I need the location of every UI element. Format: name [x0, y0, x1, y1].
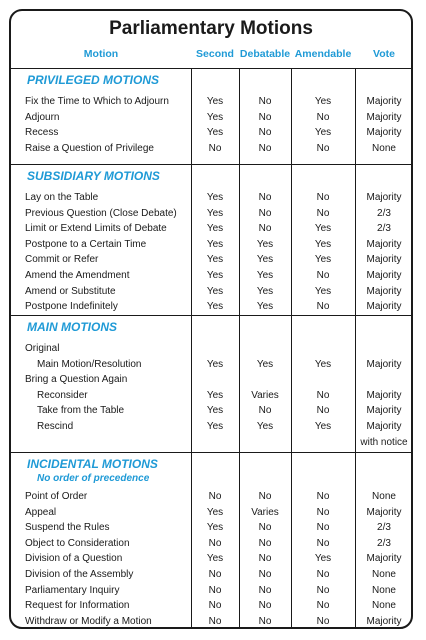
vote-value: Majority — [366, 421, 402, 432]
table-row — [11, 110, 411, 126]
motion-name: Original — [25, 343, 60, 354]
table-row — [11, 505, 411, 521]
section-divider — [11, 452, 411, 453]
motion-name: Main Motion/Resolution — [37, 358, 142, 370]
second-value: No — [208, 600, 222, 612]
vote-value: Majority — [366, 254, 402, 266]
column-header-debatable: Debatable — [239, 48, 291, 60]
motion-name: Previous Question (Close Debate) — [25, 207, 177, 219]
vote-value: Majority — [366, 389, 402, 401]
motion-name: Parliamentary Inquiry — [25, 584, 120, 596]
debatable-value: No — [258, 96, 272, 107]
column-header-vote: Vote — [373, 48, 395, 60]
vote-value: None — [372, 584, 396, 596]
column-header-amendable: Amendable — [294, 48, 352, 60]
second-value: Yes — [206, 522, 224, 534]
column-header-second: Second — [196, 48, 234, 60]
second-value: Yes — [206, 207, 224, 219]
debatable-value: No — [258, 223, 272, 235]
amendable-value: No — [316, 615, 330, 627]
motion-name: Postpone Indefinitely — [25, 301, 118, 313]
debatable-value: No — [258, 522, 272, 534]
table-row — [11, 419, 411, 435]
table-row — [11, 237, 411, 253]
motion-name: Bring a Question Again — [25, 374, 128, 386]
motion-name: Division of the Assembly — [25, 569, 134, 580]
second-value: Yes — [206, 238, 224, 250]
second-value: No — [208, 615, 222, 627]
second-value: Yes — [206, 96, 224, 107]
amendable-value: No — [316, 192, 330, 203]
second-value: Yes — [206, 223, 224, 235]
vote-value: Majority — [366, 285, 402, 297]
table-row — [11, 551, 411, 567]
second-value: No — [208, 537, 222, 549]
table-row — [11, 489, 411, 505]
debatable-value: No — [258, 207, 272, 219]
second-value: Yes — [206, 553, 224, 565]
vote-value: Majority — [366, 127, 402, 139]
amendable-value: No — [316, 389, 330, 401]
vote-value: None — [372, 569, 396, 580]
table-row — [11, 357, 411, 373]
section-title: SUBSIDIARY MOTIONS — [27, 169, 160, 183]
table-row — [11, 536, 411, 552]
debatable-value: No — [258, 111, 272, 123]
table-row — [11, 520, 411, 536]
amendable-value: Yes — [314, 96, 332, 107]
motion-name: Suspend the Rules — [25, 522, 110, 534]
second-value: Yes — [206, 506, 224, 518]
section-divider — [11, 164, 411, 165]
section-title: MAIN MOTIONS — [27, 320, 117, 334]
debatable-value: No — [258, 569, 272, 580]
motion-name: Recess — [25, 127, 59, 139]
amendable-value: No — [316, 207, 330, 219]
vote-value: None — [372, 491, 396, 502]
table-row — [11, 94, 411, 110]
motion-name: Lay on the Table — [25, 192, 99, 203]
amendable-value: No — [316, 142, 330, 154]
vote-value: Majority — [366, 192, 402, 203]
vote-value: Majority — [366, 358, 402, 370]
motion-name: Adjourn — [25, 111, 60, 123]
vote-value: 2/3 — [377, 537, 391, 549]
second-value: Yes — [206, 111, 224, 123]
motion-name: Reconsider — [37, 389, 88, 401]
section-title: INCIDENTAL MOTIONS — [27, 457, 158, 471]
table-row — [11, 221, 411, 237]
second-value: No — [208, 491, 222, 502]
amendable-value: Yes — [314, 553, 332, 565]
vote-value: None — [372, 142, 396, 154]
vote-value: Majority — [366, 96, 402, 107]
motion-name: Raise a Question of Privilege — [25, 142, 154, 154]
second-value: Yes — [206, 254, 224, 266]
section-title: PRIVILEGED MOTIONS — [27, 73, 160, 87]
table-row — [11, 614, 411, 629]
second-value: No — [208, 142, 222, 154]
amendable-value: No — [316, 506, 330, 518]
amendable-value: No — [316, 301, 330, 313]
debatable-value: Yes — [256, 421, 274, 432]
second-value: Yes — [206, 358, 224, 370]
debatable-value: No — [258, 491, 272, 502]
second-value: No — [208, 584, 222, 596]
second-value: Yes — [206, 421, 224, 432]
second-value: Yes — [206, 285, 224, 297]
vote-value: Majority — [366, 301, 402, 313]
motion-name: Postpone to a Certain Time — [25, 238, 147, 250]
vote-value: with notice — [360, 436, 408, 448]
motion-name: Amend the Amendment — [25, 270, 130, 281]
debatable-value: No — [258, 537, 272, 549]
second-value: Yes — [206, 192, 224, 203]
amendable-value: No — [316, 405, 330, 417]
table-row — [11, 567, 411, 583]
motion-name: Fix the Time to Which to Adjourn — [25, 96, 169, 107]
vote-value: Majority — [366, 506, 402, 518]
amendable-value: Yes — [314, 358, 332, 370]
motion-name: Division of a Question — [25, 553, 123, 565]
table-row — [11, 388, 411, 404]
table-row — [11, 190, 411, 206]
vote-value: Majority — [366, 615, 402, 627]
table-row — [11, 141, 411, 157]
amendable-value: Yes — [314, 285, 332, 297]
table-row — [11, 403, 411, 419]
amendable-value: No — [316, 491, 330, 502]
second-value: Yes — [206, 270, 224, 281]
amendable-value: No — [316, 569, 330, 580]
table-row — [11, 206, 411, 222]
table-row — [11, 284, 411, 300]
motion-name: Take from the Table — [37, 405, 125, 417]
debatable-value: No — [258, 615, 272, 627]
column-header-motion: Motion — [83, 48, 119, 60]
section-subtitle: No order of precedence — [37, 473, 150, 484]
amendable-value: Yes — [314, 254, 332, 266]
vote-value: Majority — [366, 111, 402, 123]
debatable-value: No — [258, 127, 272, 139]
amendable-value: Yes — [314, 238, 332, 250]
vote-value: 2/3 — [377, 223, 391, 235]
table-row — [11, 341, 411, 357]
amendable-value: Yes — [314, 223, 332, 235]
second-value: Yes — [206, 301, 224, 313]
second-value: Yes — [206, 127, 224, 139]
table-row — [11, 583, 411, 599]
table-row — [11, 268, 411, 284]
amendable-value: No — [316, 522, 330, 534]
debatable-value: Yes — [256, 301, 274, 313]
motion-name: Request for Information — [25, 600, 130, 612]
debatable-value: Varies — [251, 506, 279, 518]
table-row — [11, 435, 411, 451]
vote-value: None — [372, 600, 396, 612]
motion-name: Rescind — [37, 421, 74, 432]
second-value: Yes — [206, 389, 224, 401]
vote-value: Majority — [366, 238, 402, 250]
debatable-value: Yes — [256, 238, 274, 250]
debatable-value: No — [258, 553, 272, 565]
motions-card — [9, 9, 413, 629]
table-row — [11, 125, 411, 141]
vote-value: 2/3 — [377, 207, 391, 219]
amendable-value: No — [316, 600, 330, 612]
vote-value: 2/3 — [377, 522, 391, 534]
motion-name: Appeal — [25, 506, 57, 518]
amendable-value: No — [316, 584, 330, 596]
page-title: Parliamentary Motions — [109, 18, 313, 39]
debatable-value: No — [258, 584, 272, 596]
amendable-value: Yes — [314, 421, 332, 432]
motion-name: Object to Consideration — [25, 537, 130, 549]
debatable-value: No — [258, 600, 272, 612]
table-row — [11, 299, 411, 315]
vote-value: Majority — [366, 270, 402, 281]
motion-name: Withdraw or Modify a Motion — [25, 615, 152, 627]
motion-name: Amend or Substitute — [25, 285, 116, 297]
amendable-value: No — [316, 270, 330, 281]
debatable-value: No — [258, 142, 272, 154]
second-value: No — [208, 569, 222, 580]
motion-name: Limit or Extend Limits of Debate — [25, 223, 167, 235]
vote-value: Majority — [366, 405, 402, 417]
debatable-value: Varies — [251, 389, 279, 401]
section-divider — [11, 315, 411, 316]
amendable-value: Yes — [314, 127, 332, 139]
table-row — [11, 598, 411, 614]
debatable-value: Yes — [256, 270, 274, 281]
amendable-value: No — [316, 537, 330, 549]
debatable-value: No — [258, 405, 272, 417]
motion-name: Commit or Refer — [25, 254, 99, 266]
second-value: Yes — [206, 405, 224, 417]
header-divider — [11, 68, 411, 69]
debatable-value: Yes — [256, 254, 274, 266]
vote-value: Majority — [366, 553, 402, 565]
debatable-value: No — [258, 192, 272, 203]
motion-name: Point of Order — [25, 491, 88, 502]
amendable-value: No — [316, 111, 330, 123]
debatable-value: Yes — [256, 358, 274, 370]
table-row — [11, 252, 411, 268]
debatable-value: Yes — [256, 285, 274, 297]
table-row — [11, 372, 411, 388]
